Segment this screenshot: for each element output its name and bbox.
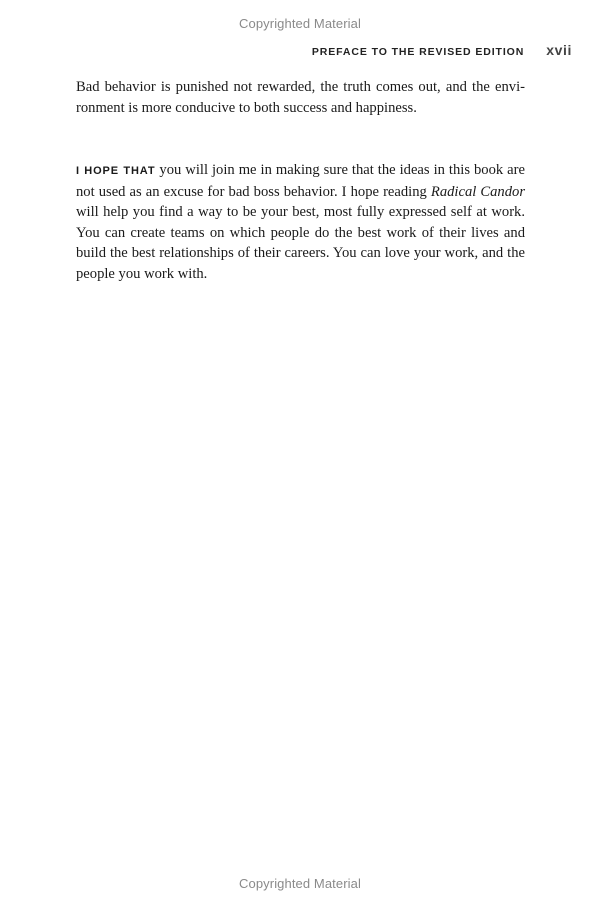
paragraph-lead-in: I HOPE THAT	[76, 165, 156, 177]
running-header	[312, 42, 572, 58]
paragraph-2-text-end: will help you find a way to be your best, most fully expressed self at work. You can create teams on which people do the best work of their lives and build the best relationships of their careers. You can love your work, and the people you work with.	[76, 204, 525, 282]
paragraph-2-text-start: you will join me in making sure that the ideas in this book are not used as an excuse for bad boss behavior. I hope reading	[76, 162, 525, 200]
paragraph-2	[76, 160, 525, 285]
watermark-bottom: Copyrighted Material	[239, 876, 361, 891]
paragraph-1-text: Bad behavior is punished not rewarded, the truth comes out, and the environment is more conducive to both success and happiness.	[76, 79, 525, 116]
book-title: Radical Candor	[430, 183, 525, 200]
paragraph-1	[76, 77, 525, 118]
page-number: xvii	[546, 42, 572, 58]
running-title: PREFACE TO THE REVISED EDITION	[311, 46, 525, 58]
watermark-top: Copyrighted Material	[239, 16, 361, 31]
